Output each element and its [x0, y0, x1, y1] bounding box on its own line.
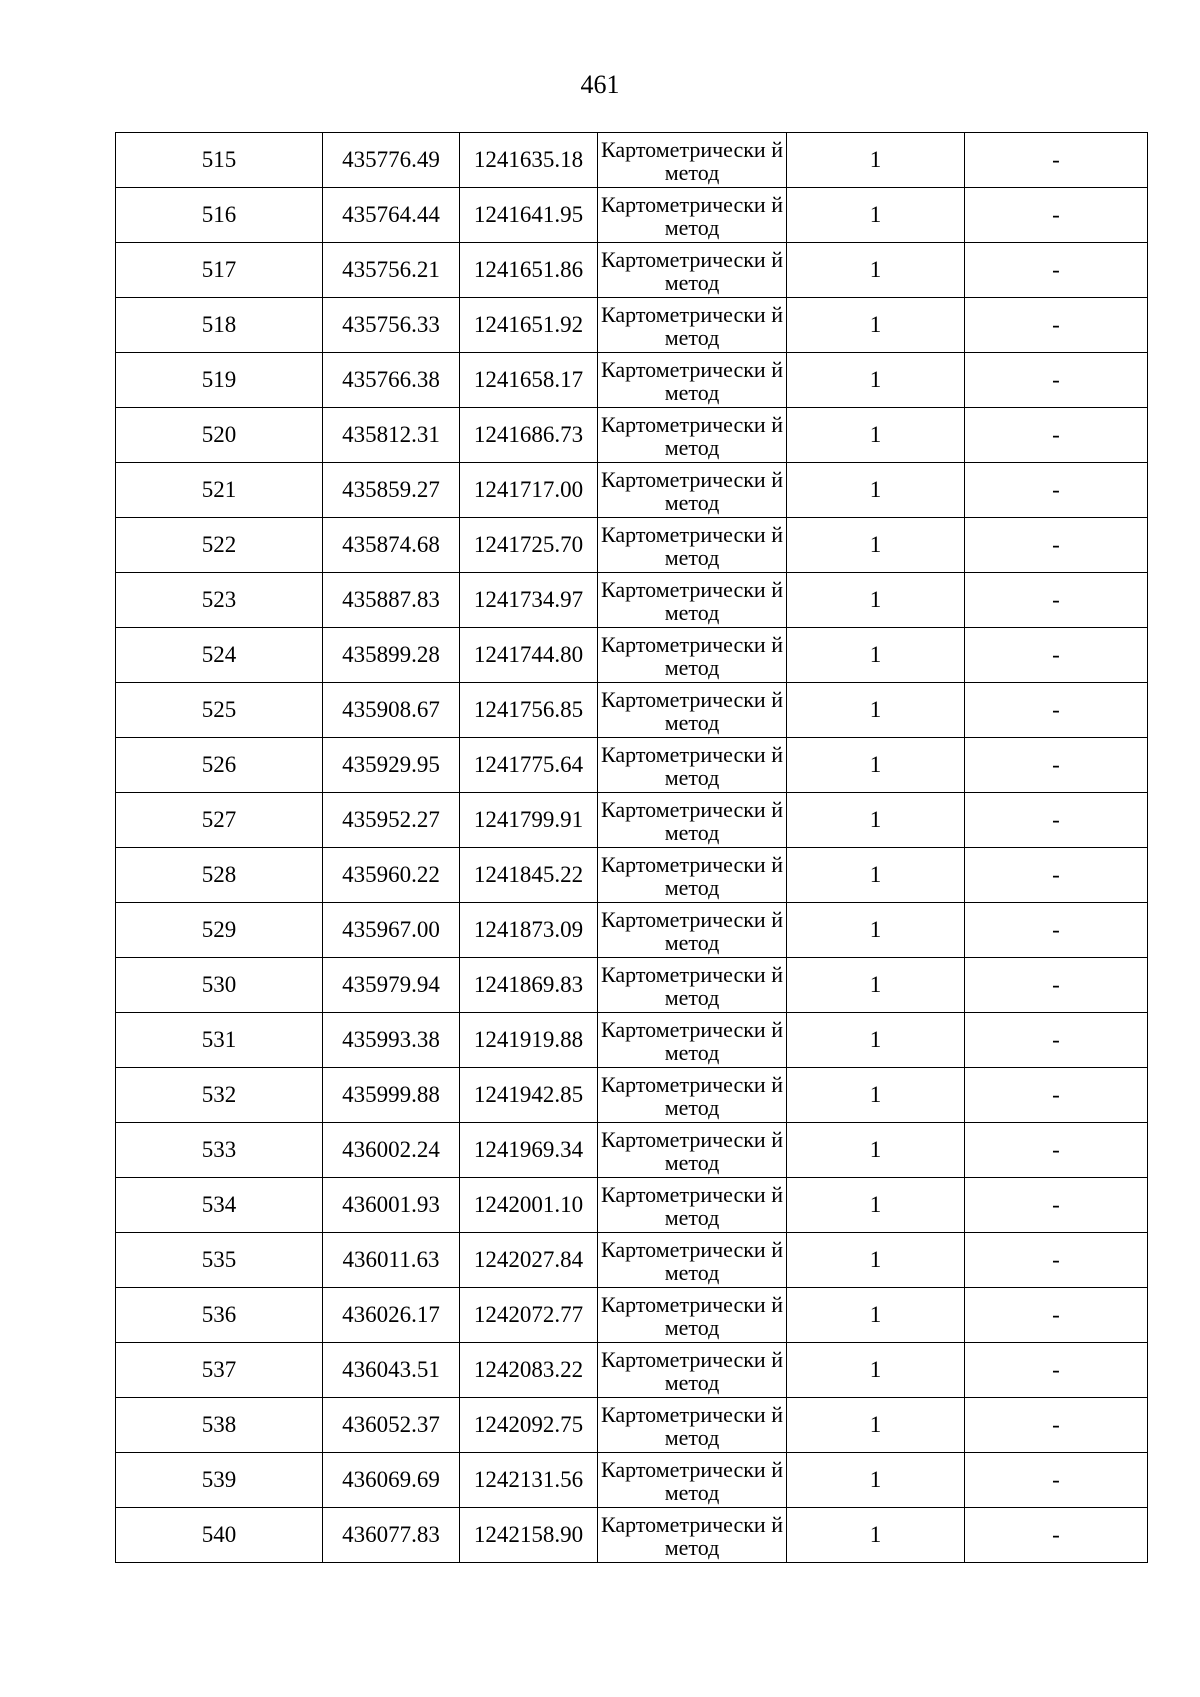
table-row — [116, 353, 1148, 408]
method-cell: Картометрически й метод — [598, 628, 787, 683]
accuracy-cell: 1 — [787, 1288, 965, 1343]
x-coordinate-cell: 435887.83 — [323, 573, 460, 628]
point-number-cell: 517 — [116, 243, 323, 298]
table-row — [116, 573, 1148, 628]
accuracy-cell: 1 — [787, 1453, 965, 1508]
accuracy-cell: 1 — [787, 1123, 965, 1178]
accuracy-cell: 1 — [787, 133, 965, 188]
accuracy-cell: 1 — [787, 188, 965, 243]
x-coordinate-cell: 435756.21 — [323, 243, 460, 298]
table-row — [116, 903, 1148, 958]
x-coordinate-cell: 436043.51 — [323, 1343, 460, 1398]
y-coordinate-cell: 1241641.95 — [460, 188, 598, 243]
note-cell: - — [965, 1398, 1148, 1453]
method-cell: Картометрически й метод — [598, 683, 787, 738]
point-number-cell: 527 — [116, 793, 323, 848]
point-number-cell: 530 — [116, 958, 323, 1013]
note-cell: - — [965, 518, 1148, 573]
table-row — [116, 738, 1148, 793]
note-cell: - — [965, 1288, 1148, 1343]
x-coordinate-cell: 435776.49 — [323, 133, 460, 188]
method-cell: Картометрически й метод — [598, 1178, 787, 1233]
point-number-cell: 516 — [116, 188, 323, 243]
y-coordinate-cell: 1241873.09 — [460, 903, 598, 958]
table-row — [116, 1398, 1148, 1453]
accuracy-cell: 1 — [787, 518, 965, 573]
table-row — [116, 133, 1148, 188]
y-coordinate-cell: 1242027.84 — [460, 1233, 598, 1288]
note-cell: - — [965, 188, 1148, 243]
y-coordinate-cell: 1241658.17 — [460, 353, 598, 408]
note-cell: - — [965, 1013, 1148, 1068]
x-coordinate-cell: 436002.24 — [323, 1123, 460, 1178]
table-row — [116, 958, 1148, 1013]
point-number-cell: 533 — [116, 1123, 323, 1178]
x-coordinate-cell: 435859.27 — [323, 463, 460, 518]
accuracy-cell: 1 — [787, 298, 965, 353]
x-coordinate-cell: 435756.33 — [323, 298, 460, 353]
accuracy-cell: 1 — [787, 1343, 965, 1398]
table-row — [116, 298, 1148, 353]
method-cell: Картометрически й метод — [598, 738, 787, 793]
method-cell: Картометрически й метод — [598, 1398, 787, 1453]
method-cell: Картометрически й метод — [598, 408, 787, 463]
accuracy-cell: 1 — [787, 738, 965, 793]
method-cell: Картометрически й метод — [598, 958, 787, 1013]
point-number-cell: 540 — [116, 1508, 323, 1563]
note-cell: - — [965, 463, 1148, 518]
point-number-cell: 524 — [116, 628, 323, 683]
x-coordinate-cell: 435874.68 — [323, 518, 460, 573]
table-row — [116, 1508, 1148, 1563]
accuracy-cell: 1 — [787, 463, 965, 518]
x-coordinate-cell: 435766.38 — [323, 353, 460, 408]
note-cell: - — [965, 958, 1148, 1013]
y-coordinate-cell: 1241686.73 — [460, 408, 598, 463]
y-coordinate-cell: 1241725.70 — [460, 518, 598, 573]
point-number-cell: 537 — [116, 1343, 323, 1398]
y-coordinate-cell: 1241869.83 — [460, 958, 598, 1013]
y-coordinate-cell: 1241942.85 — [460, 1068, 598, 1123]
point-number-cell: 534 — [116, 1178, 323, 1233]
table-row — [116, 1288, 1148, 1343]
accuracy-cell: 1 — [787, 1233, 965, 1288]
table-row — [116, 628, 1148, 683]
point-number-cell: 519 — [116, 353, 323, 408]
note-cell: - — [965, 298, 1148, 353]
x-coordinate-cell: 435764.44 — [323, 188, 460, 243]
x-coordinate-cell: 435993.38 — [323, 1013, 460, 1068]
point-number-cell: 538 — [116, 1398, 323, 1453]
y-coordinate-cell: 1241744.80 — [460, 628, 598, 683]
x-coordinate-cell: 436069.69 — [323, 1453, 460, 1508]
y-coordinate-cell: 1241734.97 — [460, 573, 598, 628]
x-coordinate-cell: 435999.88 — [323, 1068, 460, 1123]
method-cell: Картометрически й метод — [598, 573, 787, 628]
note-cell: - — [965, 1343, 1148, 1398]
method-cell: Картометрически й метод — [598, 1068, 787, 1123]
point-number-cell: 521 — [116, 463, 323, 518]
x-coordinate-cell: 436026.17 — [323, 1288, 460, 1343]
x-coordinate-cell: 435960.22 — [323, 848, 460, 903]
accuracy-cell: 1 — [787, 848, 965, 903]
accuracy-cell: 1 — [787, 353, 965, 408]
y-coordinate-cell: 1242001.10 — [460, 1178, 598, 1233]
point-number-cell: 515 — [116, 133, 323, 188]
accuracy-cell: 1 — [787, 793, 965, 848]
point-number-cell: 526 — [116, 738, 323, 793]
y-coordinate-cell: 1242072.77 — [460, 1288, 598, 1343]
point-number-cell: 525 — [116, 683, 323, 738]
method-cell: Картометрически й метод — [598, 1508, 787, 1563]
table-row — [116, 848, 1148, 903]
accuracy-cell: 1 — [787, 903, 965, 958]
point-number-cell: 531 — [116, 1013, 323, 1068]
accuracy-cell: 1 — [787, 683, 965, 738]
y-coordinate-cell: 1242083.22 — [460, 1343, 598, 1398]
x-coordinate-cell: 435952.27 — [323, 793, 460, 848]
method-cell: Картометрически й метод — [598, 298, 787, 353]
note-cell: - — [965, 573, 1148, 628]
y-coordinate-cell: 1241635.18 — [460, 133, 598, 188]
coordinates-table-body — [116, 133, 1148, 1563]
y-coordinate-cell: 1241799.91 — [460, 793, 598, 848]
y-coordinate-cell: 1241845.22 — [460, 848, 598, 903]
y-coordinate-cell: 1242158.90 — [460, 1508, 598, 1563]
method-cell: Картометрически й метод — [598, 133, 787, 188]
point-number-cell: 528 — [116, 848, 323, 903]
x-coordinate-cell: 435908.67 — [323, 683, 460, 738]
point-number-cell: 539 — [116, 1453, 323, 1508]
x-coordinate-cell: 436052.37 — [323, 1398, 460, 1453]
table-row — [116, 463, 1148, 518]
x-coordinate-cell: 435812.31 — [323, 408, 460, 463]
table-row — [116, 1453, 1148, 1508]
coordinates-table — [115, 132, 1148, 1563]
y-coordinate-cell: 1241651.92 — [460, 298, 598, 353]
table-row — [116, 243, 1148, 298]
point-number-cell: 532 — [116, 1068, 323, 1123]
table-row — [116, 793, 1148, 848]
note-cell: - — [965, 1123, 1148, 1178]
point-number-cell: 522 — [116, 518, 323, 573]
accuracy-cell: 1 — [787, 1178, 965, 1233]
table-row — [116, 1343, 1148, 1398]
accuracy-cell: 1 — [787, 1398, 965, 1453]
x-coordinate-cell: 436077.83 — [323, 1508, 460, 1563]
page-number: 461 — [580, 70, 620, 99]
x-coordinate-cell: 436001.93 — [323, 1178, 460, 1233]
method-cell: Картометрически й метод — [598, 1233, 787, 1288]
method-cell: Картометрически й метод — [598, 518, 787, 573]
point-number-cell: 529 — [116, 903, 323, 958]
x-coordinate-cell: 435929.95 — [323, 738, 460, 793]
y-coordinate-cell: 1241651.86 — [460, 243, 598, 298]
note-cell: - — [965, 1068, 1148, 1123]
note-cell: - — [965, 738, 1148, 793]
note-cell: - — [965, 133, 1148, 188]
accuracy-cell: 1 — [787, 958, 965, 1013]
accuracy-cell: 1 — [787, 243, 965, 298]
table-row — [116, 1233, 1148, 1288]
x-coordinate-cell: 436011.63 — [323, 1233, 460, 1288]
y-coordinate-cell: 1241775.64 — [460, 738, 598, 793]
note-cell: - — [965, 848, 1148, 903]
table-row — [116, 1123, 1148, 1178]
method-cell: Картометрически й метод — [598, 463, 787, 518]
y-coordinate-cell: 1241919.88 — [460, 1013, 598, 1068]
x-coordinate-cell: 435979.94 — [323, 958, 460, 1013]
accuracy-cell: 1 — [787, 628, 965, 683]
table-row — [116, 408, 1148, 463]
point-number-cell: 536 — [116, 1288, 323, 1343]
table-row — [116, 1013, 1148, 1068]
method-cell: Картометрически й метод — [598, 1453, 787, 1508]
note-cell: - — [965, 243, 1148, 298]
note-cell: - — [965, 1233, 1148, 1288]
method-cell: Картометрически й метод — [598, 903, 787, 958]
note-cell: - — [965, 1453, 1148, 1508]
accuracy-cell: 1 — [787, 1068, 965, 1123]
table-row — [116, 1068, 1148, 1123]
x-coordinate-cell: 435899.28 — [323, 628, 460, 683]
y-coordinate-cell: 1241969.34 — [460, 1123, 598, 1178]
note-cell: - — [965, 1178, 1148, 1233]
method-cell: Картометрически й метод — [598, 188, 787, 243]
accuracy-cell: 1 — [787, 408, 965, 463]
note-cell: - — [965, 353, 1148, 408]
accuracy-cell: 1 — [787, 573, 965, 628]
note-cell: - — [965, 903, 1148, 958]
method-cell: Картометрически й метод — [598, 1013, 787, 1068]
table-row — [116, 683, 1148, 738]
y-coordinate-cell: 1241756.85 — [460, 683, 598, 738]
method-cell: Картометрически й метод — [598, 243, 787, 298]
table-row — [116, 1178, 1148, 1233]
x-coordinate-cell: 435967.00 — [323, 903, 460, 958]
note-cell: - — [965, 683, 1148, 738]
note-cell: - — [965, 793, 1148, 848]
table-row — [116, 188, 1148, 243]
method-cell: Картометрически й метод — [598, 1343, 787, 1398]
point-number-cell: 520 — [116, 408, 323, 463]
y-coordinate-cell: 1241717.00 — [460, 463, 598, 518]
accuracy-cell: 1 — [787, 1508, 965, 1563]
point-number-cell: 535 — [116, 1233, 323, 1288]
note-cell: - — [965, 1508, 1148, 1563]
point-number-cell: 523 — [116, 573, 323, 628]
method-cell: Картометрически й метод — [598, 1123, 787, 1178]
y-coordinate-cell: 1242092.75 — [460, 1398, 598, 1453]
note-cell: - — [965, 408, 1148, 463]
table-row — [116, 518, 1148, 573]
accuracy-cell: 1 — [787, 1013, 965, 1068]
method-cell: Картометрически й метод — [598, 353, 787, 408]
method-cell: Картометрически й метод — [598, 1288, 787, 1343]
note-cell: - — [965, 628, 1148, 683]
method-cell: Картометрически й метод — [598, 848, 787, 903]
y-coordinate-cell: 1242131.56 — [460, 1453, 598, 1508]
method-cell: Картометрически й метод — [598, 793, 787, 848]
point-number-cell: 518 — [116, 298, 323, 353]
